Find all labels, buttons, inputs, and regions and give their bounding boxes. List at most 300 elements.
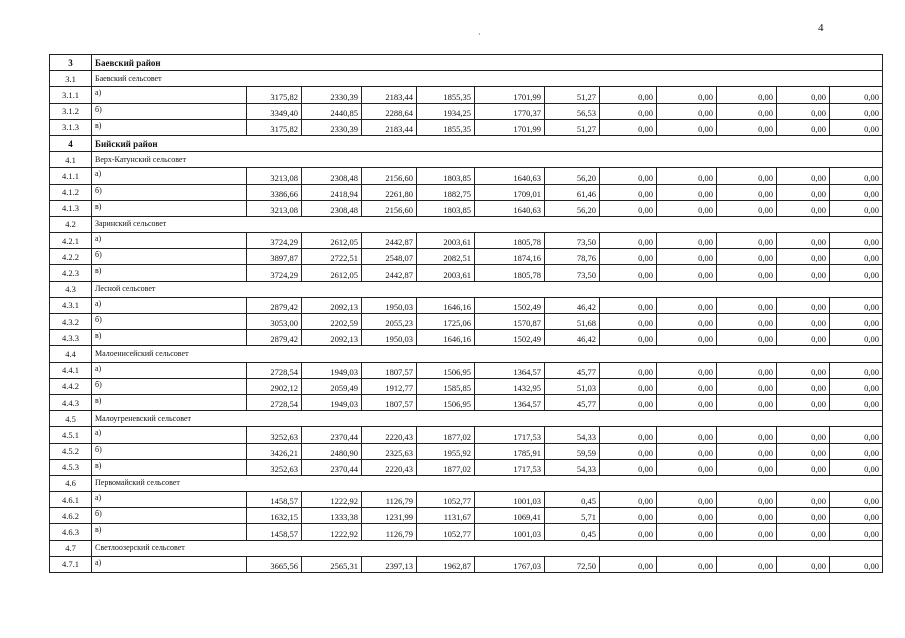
value-cell: 2183,44 <box>362 119 417 135</box>
value-cell: 3213,08 <box>247 200 302 216</box>
value-cell: 1458,57 <box>247 492 302 508</box>
value-cell: 51,03 <box>545 378 600 394</box>
value-cell: 0,00 <box>657 168 717 184</box>
value-cell: 2442,87 <box>362 233 417 249</box>
value-cell: 0,00 <box>777 233 830 249</box>
value-cell: 0,00 <box>657 103 717 119</box>
value-cell: 0,00 <box>717 87 777 103</box>
value-cell: 2879,42 <box>247 330 302 346</box>
value-cell: 1570,87 <box>475 314 545 330</box>
value-cell: 1955,92 <box>417 443 475 459</box>
value-cell: 0,00 <box>777 297 830 313</box>
value-cell: 0,00 <box>777 524 830 540</box>
value-cell: 1882,75 <box>417 184 475 200</box>
row-index: 3.1.1 <box>50 87 92 103</box>
value-cell: 0,00 <box>830 492 883 508</box>
variant-label: б) <box>92 103 247 119</box>
value-cell: 2082,51 <box>417 249 475 265</box>
value-cell: 0,00 <box>657 87 717 103</box>
value-cell: 2442,87 <box>362 265 417 281</box>
value-cell: 0,00 <box>657 249 717 265</box>
value-cell: 0,00 <box>657 200 717 216</box>
subregion-name: Малоенисейский сельсовет <box>92 346 883 362</box>
value-cell: 1222,92 <box>302 492 362 508</box>
value-cell: 0,00 <box>600 394 657 410</box>
value-cell: 1632,15 <box>247 508 302 524</box>
value-cell: 2728,54 <box>247 362 302 378</box>
variant-label: б) <box>92 443 247 459</box>
subregion-name: Первомайский сельсовет <box>92 475 883 491</box>
variant-label: в) <box>92 200 247 216</box>
value-cell: 0,00 <box>600 443 657 459</box>
value-cell: 2722,51 <box>302 249 362 265</box>
value-cell: 2202,59 <box>302 314 362 330</box>
value-cell: 2003,61 <box>417 233 475 249</box>
value-cell: 0,00 <box>777 492 830 508</box>
data-row <box>50 508 883 524</box>
page-number: 4 <box>818 22 824 34</box>
subregion-name: Лесной сельсовет <box>92 281 883 297</box>
value-cell: 0,00 <box>717 330 777 346</box>
value-cell: 0,00 <box>830 249 883 265</box>
value-cell: 72,50 <box>545 556 600 572</box>
value-cell: 0,00 <box>717 556 777 572</box>
value-cell: 0,00 <box>717 297 777 313</box>
value-cell: 1052,77 <box>417 524 475 540</box>
value-cell: 2612,05 <box>302 265 362 281</box>
value-cell: 0,00 <box>600 87 657 103</box>
value-cell: 2003,61 <box>417 265 475 281</box>
value-cell: 0,00 <box>600 330 657 346</box>
subregion-row <box>50 281 883 297</box>
value-cell: 0,00 <box>600 314 657 330</box>
row-index: 4.5.1 <box>50 427 92 443</box>
data-row <box>50 87 883 103</box>
value-cell: 1506,95 <box>417 362 475 378</box>
tariff-table <box>49 54 883 573</box>
value-cell: 1725,06 <box>417 314 475 330</box>
value-cell: 0,00 <box>600 200 657 216</box>
variant-label: а) <box>92 233 247 249</box>
data-row <box>50 556 883 572</box>
value-cell: 0,00 <box>830 200 883 216</box>
value-cell: 0,00 <box>777 200 830 216</box>
value-cell: 0,00 <box>830 330 883 346</box>
value-cell: 1874,16 <box>475 249 545 265</box>
variant-label: б) <box>92 249 247 265</box>
value-cell: 1767,03 <box>475 556 545 572</box>
row-index: 4.4.1 <box>50 362 92 378</box>
scan-mark: · <box>478 30 481 39</box>
value-cell: 3252,63 <box>247 427 302 443</box>
value-cell: 1364,57 <box>475 362 545 378</box>
row-index: 4.7 <box>50 540 92 556</box>
value-cell: 0,00 <box>777 508 830 524</box>
value-cell: 1950,03 <box>362 297 417 313</box>
value-cell: 1506,95 <box>417 394 475 410</box>
value-cell: 0,00 <box>830 362 883 378</box>
variant-label: а) <box>92 362 247 378</box>
data-row <box>50 492 883 508</box>
data-row <box>50 378 883 394</box>
subregion-row <box>50 411 883 427</box>
variant-label: в) <box>92 524 247 540</box>
row-index: 4.1.3 <box>50 200 92 216</box>
value-cell: 1646,16 <box>417 297 475 313</box>
value-cell: 1803,85 <box>417 168 475 184</box>
data-row <box>50 265 883 281</box>
value-cell: 0,00 <box>777 362 830 378</box>
value-cell: 46,42 <box>545 330 600 346</box>
variant-label: в) <box>92 394 247 410</box>
subregion-name: Верх-Катунский сельсовет <box>92 152 883 168</box>
value-cell: 0,00 <box>657 508 717 524</box>
value-cell: 1805,78 <box>475 265 545 281</box>
value-cell: 0,00 <box>830 427 883 443</box>
value-cell: 0,00 <box>717 233 777 249</box>
variant-label: а) <box>92 427 247 443</box>
value-cell: 51,68 <box>545 314 600 330</box>
value-cell: 1126,79 <box>362 492 417 508</box>
value-cell: 0,00 <box>717 492 777 508</box>
value-cell: 0,00 <box>600 492 657 508</box>
value-cell: 0,00 <box>717 443 777 459</box>
value-cell: 0,00 <box>600 297 657 313</box>
value-cell: 3349,40 <box>247 103 302 119</box>
row-index: 4.4.3 <box>50 394 92 410</box>
row-index: 4.7.1 <box>50 556 92 572</box>
value-cell: 56,20 <box>545 168 600 184</box>
variant-label: а) <box>92 297 247 313</box>
value-cell: 2308,48 <box>302 200 362 216</box>
value-cell: 0,00 <box>717 378 777 394</box>
value-cell: 1949,03 <box>302 394 362 410</box>
row-index: 4.2 <box>50 216 92 232</box>
data-row <box>50 524 883 540</box>
value-cell: 0,00 <box>600 459 657 475</box>
value-cell: 0,00 <box>717 168 777 184</box>
value-cell: 0,00 <box>657 362 717 378</box>
value-cell: 0,00 <box>830 394 883 410</box>
value-cell: 0,00 <box>777 443 830 459</box>
row-index: 4.3.1 <box>50 297 92 313</box>
value-cell: 0,00 <box>717 103 777 119</box>
value-cell: 2261,80 <box>362 184 417 200</box>
row-index: 4.2.1 <box>50 233 92 249</box>
row-index: 4.6.1 <box>50 492 92 508</box>
value-cell: 2565,31 <box>302 556 362 572</box>
subregion-row <box>50 346 883 362</box>
data-row <box>50 119 883 135</box>
value-cell: 1222,92 <box>302 524 362 540</box>
value-cell: 45,77 <box>545 362 600 378</box>
value-cell: 1432,95 <box>475 378 545 394</box>
value-cell: 0,00 <box>657 330 717 346</box>
value-cell: 3175,82 <box>247 87 302 103</box>
value-cell: 56,53 <box>545 103 600 119</box>
row-index: 3.1.3 <box>50 119 92 135</box>
value-cell: 0,00 <box>777 459 830 475</box>
row-index: 4.5.3 <box>50 459 92 475</box>
value-cell: 0,00 <box>600 556 657 572</box>
region-name: Баевский район <box>92 55 883 71</box>
value-cell: 0,00 <box>657 265 717 281</box>
value-cell: 1855,35 <box>417 87 475 103</box>
value-cell: 1709,01 <box>475 184 545 200</box>
row-index: 4.3.3 <box>50 330 92 346</box>
value-cell: 1126,79 <box>362 524 417 540</box>
row-index: 4.5 <box>50 411 92 427</box>
value-cell: 59,59 <box>545 443 600 459</box>
row-index: 4.5.2 <box>50 443 92 459</box>
value-cell: 56,20 <box>545 200 600 216</box>
value-cell: 0,00 <box>777 556 830 572</box>
value-cell: 45,77 <box>545 394 600 410</box>
subregion-row <box>50 475 883 491</box>
value-cell: 0,00 <box>600 233 657 249</box>
value-cell: 0,00 <box>717 427 777 443</box>
row-index: 4.2.3 <box>50 265 92 281</box>
row-index: 4.1 <box>50 152 92 168</box>
value-cell: 1855,35 <box>417 119 475 135</box>
row-index: 4.3.2 <box>50 314 92 330</box>
value-cell: 2418,94 <box>302 184 362 200</box>
value-cell: 0,00 <box>717 314 777 330</box>
value-cell: 0,00 <box>777 119 830 135</box>
value-cell: 0,00 <box>717 249 777 265</box>
value-cell: 2325,63 <box>362 443 417 459</box>
value-cell: 3252,63 <box>247 459 302 475</box>
value-cell: 0,00 <box>657 443 717 459</box>
value-cell: 2092,13 <box>302 330 362 346</box>
value-cell: 2397,13 <box>362 556 417 572</box>
value-cell: 54,33 <box>545 427 600 443</box>
value-cell: 0,00 <box>777 87 830 103</box>
value-cell: 1640,63 <box>475 200 545 216</box>
value-cell: 0,00 <box>717 265 777 281</box>
value-cell: 0,00 <box>657 394 717 410</box>
value-cell: 1640,63 <box>475 168 545 184</box>
value-cell: 1803,85 <box>417 200 475 216</box>
value-cell: 51,27 <box>545 119 600 135</box>
value-cell: 2548,07 <box>362 249 417 265</box>
subregion-row <box>50 216 883 232</box>
subregion-name: Баевский сельсовет <box>92 71 883 87</box>
value-cell: 2183,44 <box>362 87 417 103</box>
value-cell: 1585,85 <box>417 378 475 394</box>
value-cell: 73,50 <box>545 265 600 281</box>
data-row <box>50 184 883 200</box>
value-cell: 0,00 <box>657 119 717 135</box>
value-cell: 3386,66 <box>247 184 302 200</box>
value-cell: 0,00 <box>830 443 883 459</box>
value-cell: 0,00 <box>830 87 883 103</box>
value-cell: 0,00 <box>777 394 830 410</box>
value-cell: 2288,64 <box>362 103 417 119</box>
value-cell: 2092,13 <box>302 297 362 313</box>
value-cell: 2059,49 <box>302 378 362 394</box>
value-cell: 0,00 <box>600 508 657 524</box>
value-cell: 2330,39 <box>302 119 362 135</box>
value-cell: 1001,03 <box>475 492 545 508</box>
value-cell: 0,00 <box>777 265 830 281</box>
value-cell: 0,00 <box>830 459 883 475</box>
data-row <box>50 427 883 443</box>
data-row <box>50 330 883 346</box>
value-cell: 61,46 <box>545 184 600 200</box>
variant-label: в) <box>92 119 247 135</box>
value-cell: 2330,39 <box>302 87 362 103</box>
row-index: 4.6.2 <box>50 508 92 524</box>
value-cell: 1131,67 <box>417 508 475 524</box>
variant-label: б) <box>92 314 247 330</box>
variant-label: б) <box>92 378 247 394</box>
value-cell: 0,00 <box>657 492 717 508</box>
row-index: 4.4 <box>50 346 92 362</box>
value-cell: 1502,49 <box>475 330 545 346</box>
value-cell: 2370,44 <box>302 459 362 475</box>
value-cell: 2156,60 <box>362 168 417 184</box>
value-cell: 0,00 <box>600 524 657 540</box>
value-cell: 1052,77 <box>417 492 475 508</box>
value-cell: 1701,99 <box>475 119 545 135</box>
data-row <box>50 362 883 378</box>
value-cell: 0,00 <box>830 168 883 184</box>
value-cell: 0,00 <box>657 297 717 313</box>
value-cell: 0,00 <box>600 265 657 281</box>
value-cell: 1717,53 <box>475 459 545 475</box>
value-cell: 3724,29 <box>247 233 302 249</box>
value-cell: 2879,42 <box>247 297 302 313</box>
value-cell: 0,00 <box>777 378 830 394</box>
variant-label: в) <box>92 459 247 475</box>
value-cell: 2612,05 <box>302 233 362 249</box>
value-cell: 1717,53 <box>475 427 545 443</box>
value-cell: 2370,44 <box>302 427 362 443</box>
value-cell: 0,00 <box>657 233 717 249</box>
value-cell: 1949,03 <box>302 362 362 378</box>
value-cell: 1934,25 <box>417 103 475 119</box>
value-cell: 0,00 <box>777 314 830 330</box>
value-cell: 3724,29 <box>247 265 302 281</box>
value-cell: 2156,60 <box>362 200 417 216</box>
value-cell: 0,00 <box>600 378 657 394</box>
value-cell: 1069,41 <box>475 508 545 524</box>
value-cell: 0,00 <box>830 119 883 135</box>
row-index: 4.6.3 <box>50 524 92 540</box>
value-cell: 2308,48 <box>302 168 362 184</box>
data-row <box>50 314 883 330</box>
value-cell: 0,00 <box>777 427 830 443</box>
value-cell: 3213,08 <box>247 168 302 184</box>
value-cell: 0,00 <box>600 103 657 119</box>
value-cell: 0,00 <box>830 233 883 249</box>
value-cell: 0,00 <box>830 297 883 313</box>
variant-label: в) <box>92 265 247 281</box>
row-index: 3.1 <box>50 71 92 87</box>
value-cell: 1701,99 <box>475 87 545 103</box>
value-cell: 2440,85 <box>302 103 362 119</box>
value-cell: 0,00 <box>830 265 883 281</box>
data-row <box>50 200 883 216</box>
value-cell: 0,00 <box>600 184 657 200</box>
region-row <box>50 135 883 151</box>
value-cell: 0,00 <box>830 103 883 119</box>
value-cell: 1785,91 <box>475 443 545 459</box>
value-cell: 1646,16 <box>417 330 475 346</box>
value-cell: 1364,57 <box>475 394 545 410</box>
value-cell: 1231,99 <box>362 508 417 524</box>
value-cell: 0,00 <box>657 378 717 394</box>
row-index: 4.4.2 <box>50 378 92 394</box>
value-cell: 46,42 <box>545 297 600 313</box>
value-cell: 0,00 <box>717 508 777 524</box>
row-index: 4.1.1 <box>50 168 92 184</box>
value-cell: 1807,57 <box>362 394 417 410</box>
data-row <box>50 459 883 475</box>
value-cell: 3426,21 <box>247 443 302 459</box>
variant-label: а) <box>92 87 247 103</box>
value-cell: 0,00 <box>600 249 657 265</box>
value-cell: 0,00 <box>717 184 777 200</box>
value-cell: 0,00 <box>830 556 883 572</box>
value-cell: 3665,56 <box>247 556 302 572</box>
value-cell: 0,00 <box>830 314 883 330</box>
row-index: 4 <box>50 135 92 151</box>
value-cell: 1877,02 <box>417 427 475 443</box>
value-cell: 1001,03 <box>475 524 545 540</box>
table-body <box>50 55 883 573</box>
region-row <box>50 55 883 71</box>
variant-label: в) <box>92 330 247 346</box>
value-cell: 0,00 <box>657 184 717 200</box>
value-cell: 0,00 <box>777 184 830 200</box>
value-cell: 0,00 <box>600 427 657 443</box>
value-cell: 0,00 <box>777 168 830 184</box>
row-index: 4.6 <box>50 475 92 491</box>
subregion-row <box>50 540 883 556</box>
value-cell: 5,71 <box>545 508 600 524</box>
value-cell: 0,00 <box>657 459 717 475</box>
value-cell: 0,00 <box>657 314 717 330</box>
variant-label: а) <box>92 556 247 572</box>
value-cell: 2055,23 <box>362 314 417 330</box>
value-cell: 3053,00 <box>247 314 302 330</box>
data-row <box>50 168 883 184</box>
value-cell: 0,00 <box>777 249 830 265</box>
value-cell: 54,33 <box>545 459 600 475</box>
value-cell: 1912,77 <box>362 378 417 394</box>
value-cell: 0,00 <box>830 184 883 200</box>
data-row <box>50 249 883 265</box>
value-cell: 1877,02 <box>417 459 475 475</box>
value-cell: 1458,57 <box>247 524 302 540</box>
value-cell: 0,00 <box>777 330 830 346</box>
value-cell: 0,00 <box>600 362 657 378</box>
value-cell: 2220,43 <box>362 427 417 443</box>
row-index: 3 <box>50 55 92 71</box>
row-index: 4.3 <box>50 281 92 297</box>
data-row <box>50 233 883 249</box>
value-cell: 1502,49 <box>475 297 545 313</box>
value-cell: 2902,12 <box>247 378 302 394</box>
value-cell: 3897,87 <box>247 249 302 265</box>
value-cell: 0,00 <box>830 378 883 394</box>
row-index: 4.2.2 <box>50 249 92 265</box>
subregion-row <box>50 71 883 87</box>
value-cell: 1962,87 <box>417 556 475 572</box>
subregion-row <box>50 152 883 168</box>
